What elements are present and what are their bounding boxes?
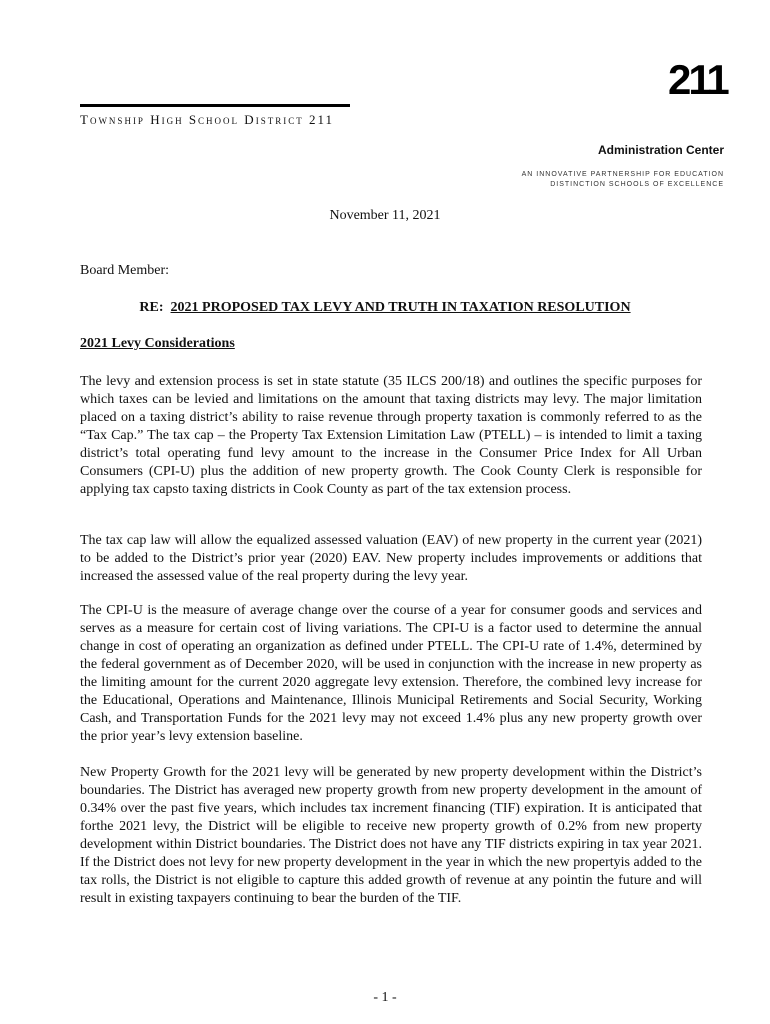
letter-date: November 11, 2021: [329, 208, 441, 223]
re-prefix: RE:: [139, 300, 164, 315]
re-subject: 2021 PROPOSED TAX LEVY AND TRUTH IN TAXATION RESOLUTION: [170, 300, 631, 315]
paragraph-levy-process: The levy and extension process is set in state statute (35 ILCS 200/18) and outlines the specific purposes for which taxes can be levied and limitations on the amount that taxing districts may levy. The major limitation placed on a taxing district’s ability to raise revenue through property taxation is commonly referred to as the “Tax Cap.” The tax cap – the Property Tax Extension Limitation Law (PTELL) – is intended to limit a taxing district’s total operating fund levy amount to the increase in the Consumer Price Index for All Urban Consumers (CPI-U) plus the addition of new property growth. The Cook County Clerk is responsible for applying tax capsto taxing districts in Cook County as part of the tax extension process.: [80, 374, 702, 497]
tagline-line-2: DISTINCTION SCHOOLS OF EXCELLENCE: [550, 181, 724, 188]
re-line: [0, 300, 770, 316]
district-logo: 211: [668, 56, 727, 103]
paragraph-new-property-growth: New Property Growth for the 2021 levy will be generated by new property development within the District’s boundaries. The District has averaged new property growth from new property development in the amount of 0.34% over the past five years, which includes tax increment financing (TIF) expiration. It is anticipated that forthe 2021 levy, the District will be eligible to receive new property growth of 0.2% from new property development within District boundaries. The District does not have any TIF districts expiring in tax year 2021. If the District does not levy for new property development in the year in which the new propertyis added to the tax rolls, the District is not eligible to capture this added growth of revenue at any pointin the future and will result in existing taxpayers continuing to bear the burden of the TIF.: [80, 765, 702, 906]
letterhead-rule: [80, 104, 350, 107]
district-name: Township High School District 211: [80, 112, 334, 127]
salutation: Board Member:: [80, 263, 170, 278]
admin-center-label: Administration Center: [597, 143, 724, 157]
paragraph-tax-cap-law: The tax cap law will allow the equalized assessed valuation (EAV) of new property in the current year (2021) to be added to the District’s prior year (2020) EAV. New property includes improvements or additions that increased the assessed value of the real property during the levy year.: [80, 533, 702, 584]
page-number: - 1 -: [373, 990, 397, 1005]
section-heading: 2021 Levy Considerations: [80, 336, 235, 351]
paragraph-cpi-u: The CPI-U is the measure of average change over the course of a year for consumer goods and services and serves as a measure for certain cost of living variations. The CPI-U is a factor used to determine the annual change in cost of operating an organization as defined under PTELL. The CPI-U rate of 1.4%, determined by the federal government as of December 2020, will be used in conjunction with the increase in new property as the limiting amount for the current 2020 aggregate levy extension. Therefore, the combined levy increase for the Educational, Operations and Maintenance, Illinois Municipal Retirements and Social Security, Working Cash, and Transportation Funds for the 2021 levy may not exceed 1.4% plus any new property growth over the prior year’s levy extension baseline.: [80, 603, 702, 744]
tagline-line-1: AN INNOVATIVE PARTNERSHIP FOR EDUCATION: [521, 171, 724, 178]
letterhead-tagline: [522, 170, 724, 190]
